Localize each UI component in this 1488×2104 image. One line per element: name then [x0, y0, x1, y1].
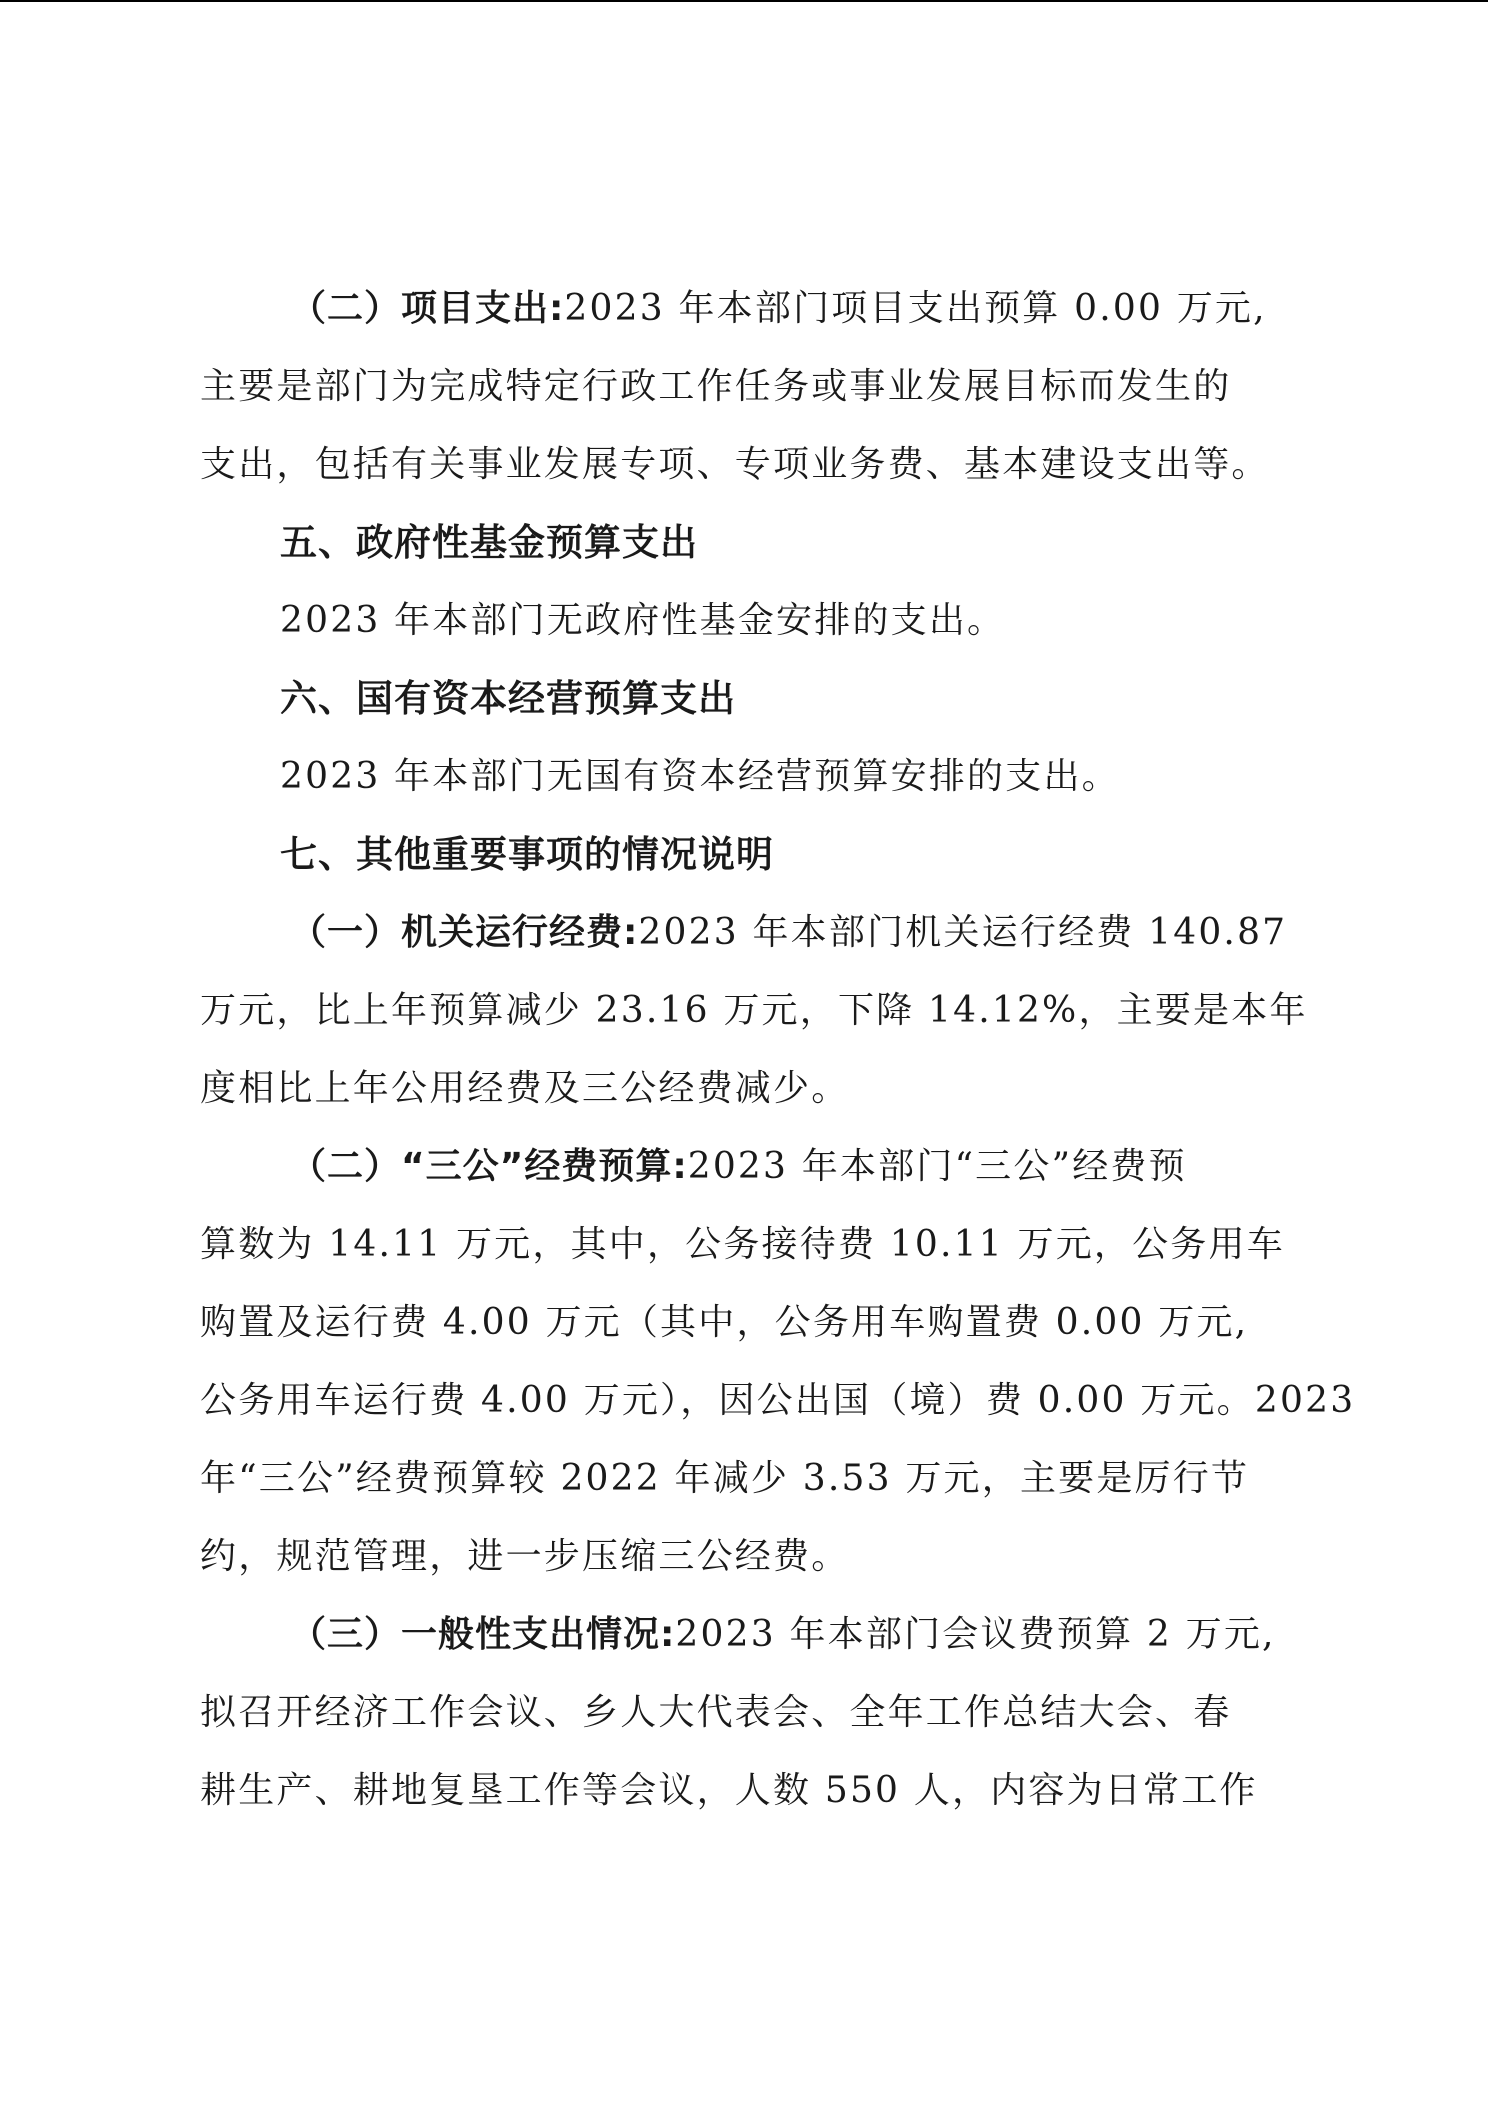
paragraph-line: 算数为 14.11 万元，其中，公务接待费 10.11 万元，公务用车: [200, 1224, 1285, 1265]
item-label-operating-expenses: （一）机关运行经费:: [290, 912, 639, 953]
paragraph-general-expenditure: [200, 1596, 1290, 1674]
section-heading-government-fund: 五、政府性基金预算支出: [280, 521, 698, 564]
paragraph-text: 2023 年本部门“三公”经费预: [687, 1146, 1187, 1187]
paragraph-line: 耕生产、耕地复垦工作等会议，人数 550 人，内容为日常工作: [200, 1770, 1258, 1811]
document-body: [200, 270, 1356, 1830]
paragraph-text: 2023 年本部门机关运行经费 140.87: [638, 912, 1288, 953]
item-label-project-expenditure: （二）项目支出:: [290, 288, 565, 329]
paragraph-line: 支出，包括有关事业发展专项、专项业务费、基本建设支出等。: [200, 444, 1270, 485]
paragraph-line: 购置及运行费 4.00 万元（其中，公务用车购置费 0.00 万元,: [200, 1302, 1249, 1343]
page-top-border: [0, 0, 1488, 2]
paragraph-line: 约，规范管理，进一步压缩三公经费。: [200, 1536, 850, 1577]
paragraph-operating-expenses: [200, 894, 1290, 972]
section-heading-other-matters: 七、其他重要事项的情况说明: [280, 833, 774, 876]
paragraph-line: 度相比上年公用经费及三公经费减少。: [200, 1068, 850, 1109]
item-label-three-public-expenses: （二）“三公”经费预算:: [290, 1146, 688, 1187]
paragraph-line: 公务用车运行费 4.00 万元），因公出国（境）费 0.00 万元。2023: [200, 1380, 1356, 1421]
paragraph-three-public-expenses: [200, 1128, 1290, 1206]
paragraph-project-expenditure: [200, 270, 1290, 348]
paragraph-government-fund: 2023 年本部门无政府性基金安排的支出。: [280, 600, 1006, 641]
paragraph-line: 万元，比上年预算减少 23.16 万元，下降 14.12%，主要是本年: [200, 990, 1308, 1031]
paragraph-text: 2023 年本部门会议费预算 2 万元,: [675, 1614, 1276, 1655]
paragraph-text: 2023 年本部门项目支出预算 0.00 万元,: [564, 288, 1267, 329]
paragraph-line: 年“三公”经费预算较 2022 年减少 3.53 万元，主要是厉行节: [200, 1458, 1250, 1499]
paragraph-line: 主要是部门为完成特定行政工作任务或事业发展目标而发生的: [200, 366, 1232, 407]
section-heading-state-capital: 六、国有资本经营预算支出: [280, 677, 736, 720]
paragraph-state-capital: 2023 年本部门无国有资本经营预算安排的支出。: [280, 756, 1120, 797]
item-label-general-expenditure: （三）一般性支出情况:: [290, 1614, 676, 1655]
paragraph-line: 拟召开经济工作会议、乡人大代表会、全年工作总结大会、春: [200, 1692, 1232, 1733]
